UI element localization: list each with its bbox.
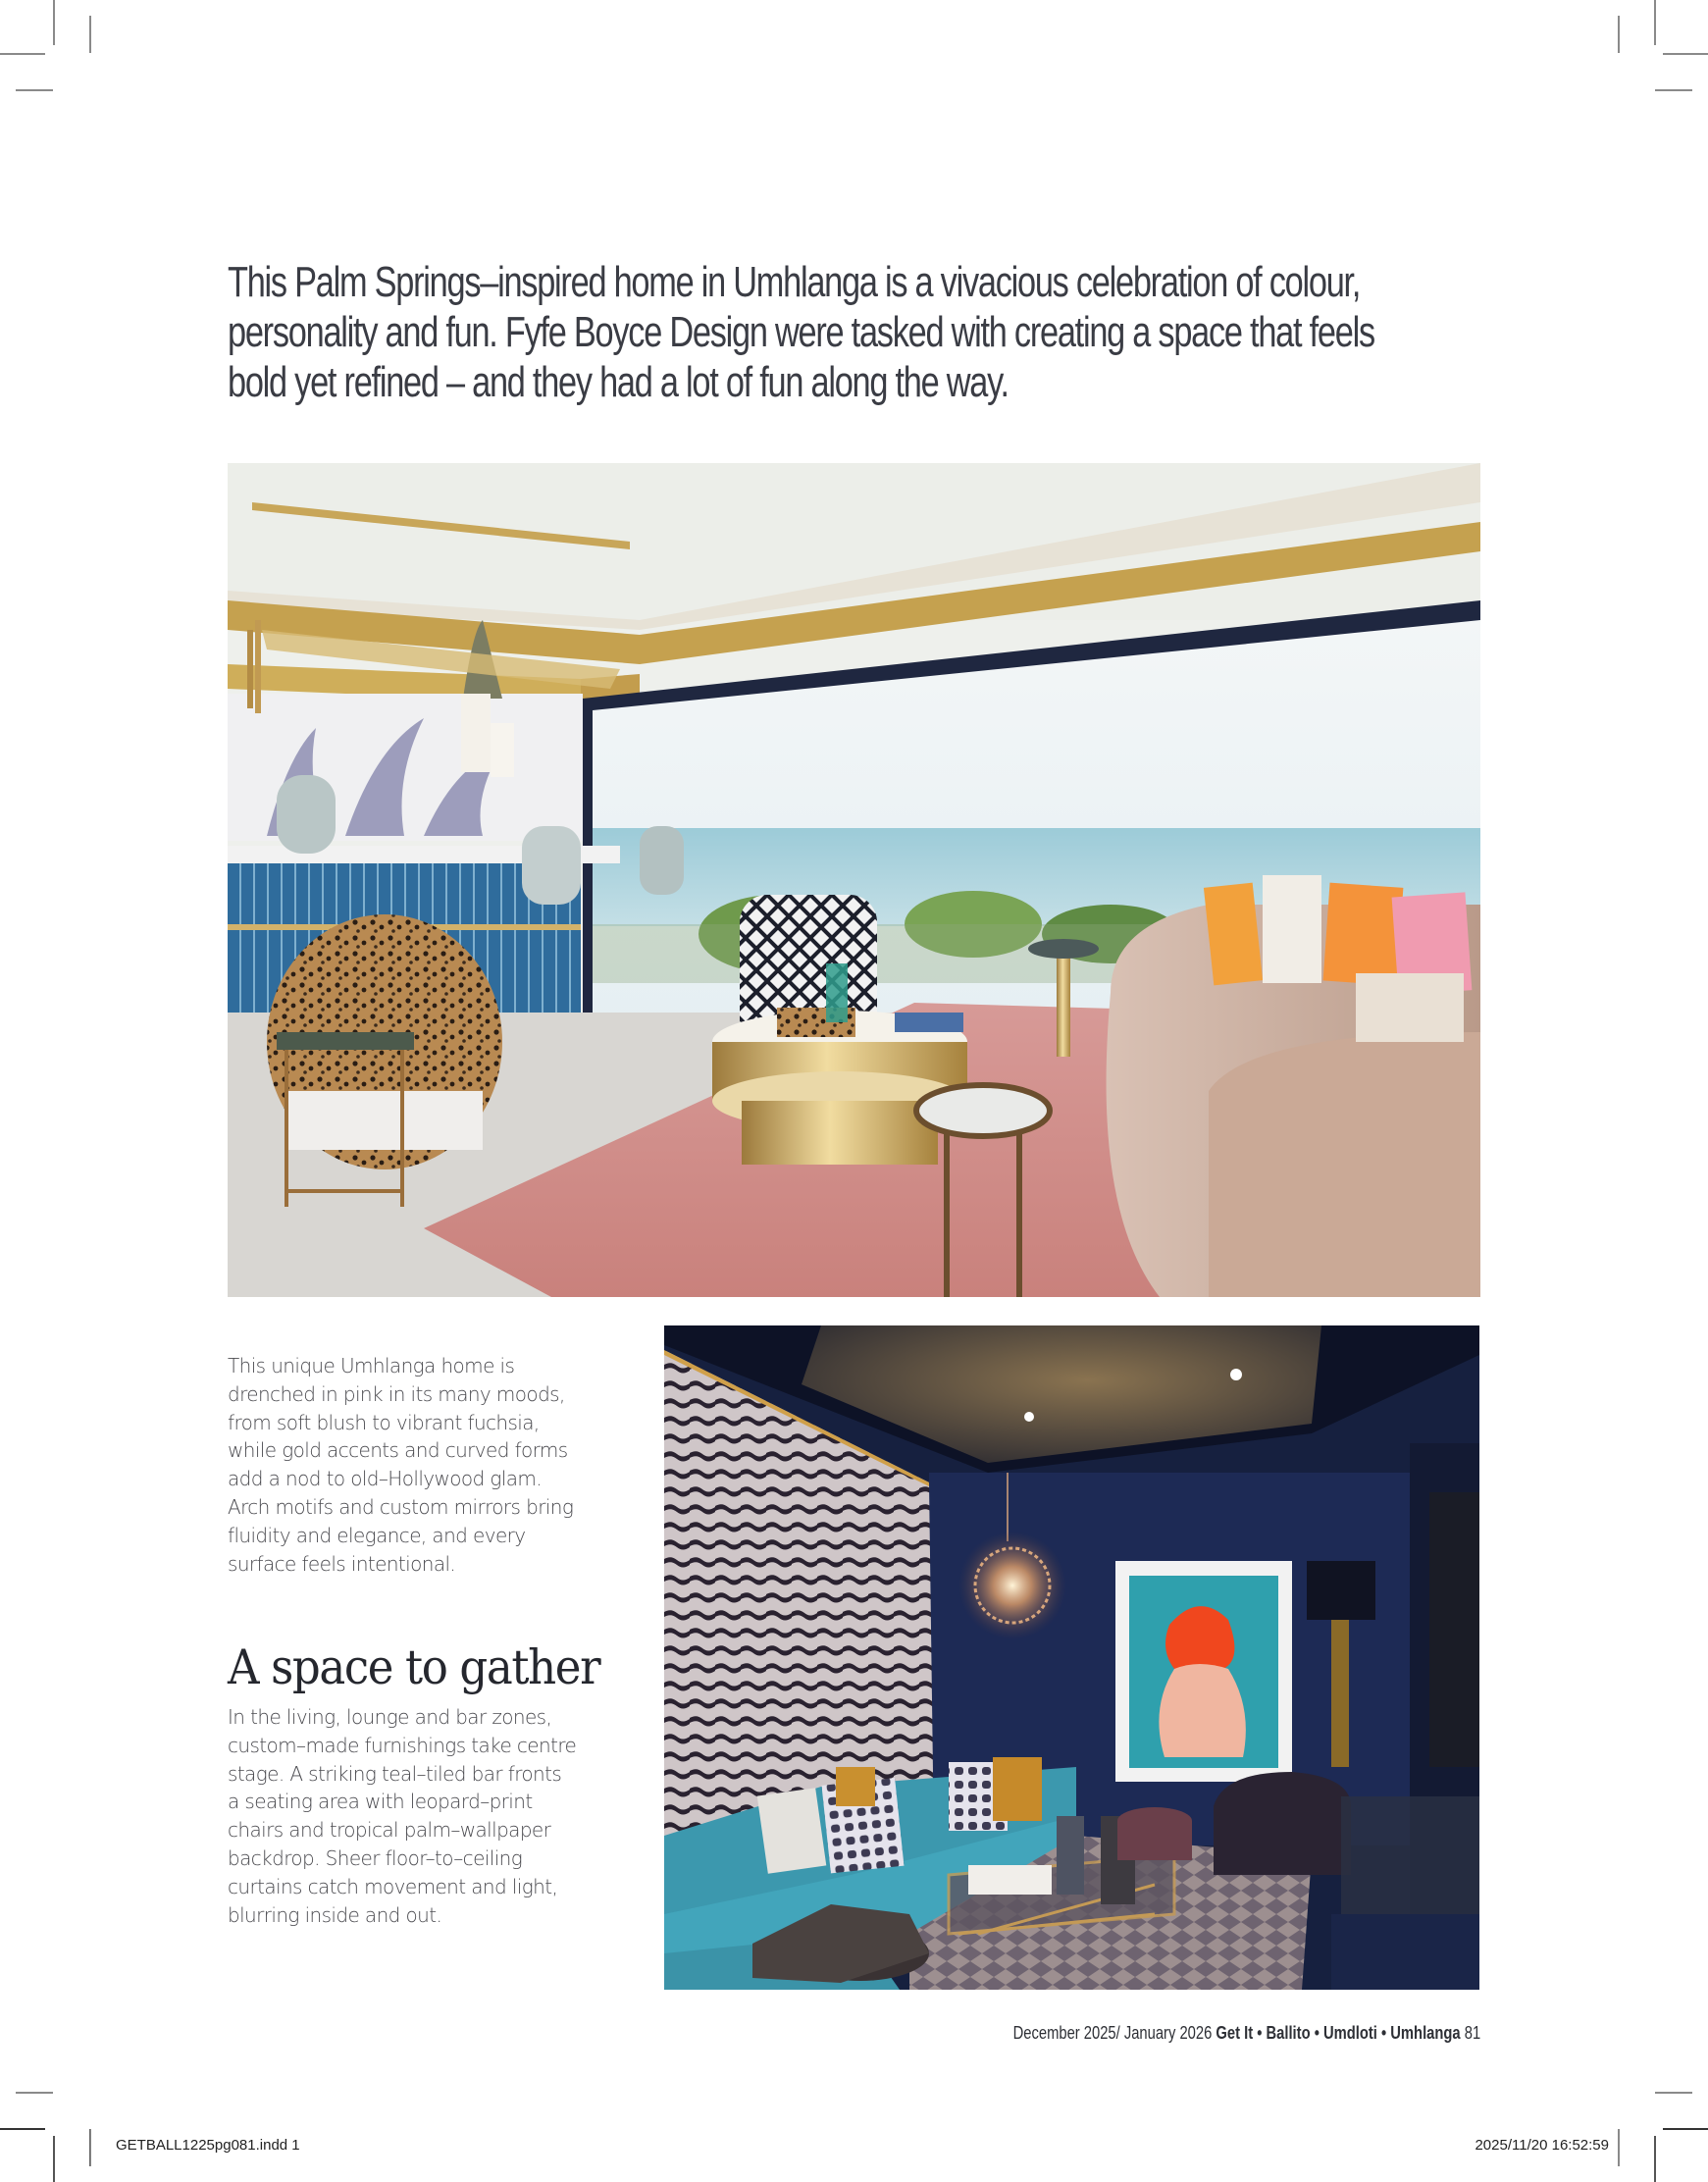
slug-timestamp: 2025/11/20 16:52:59 bbox=[1475, 2137, 1609, 2154]
slug-divider bbox=[89, 2129, 90, 2166]
paragraph-line: drenched in pink in its many moods, bbox=[228, 1381, 565, 1406]
intro-line: bold yet refined – and they had a lot of fun along the way. bbox=[228, 358, 1009, 406]
crop-mark bbox=[1618, 2129, 1620, 2166]
paragraph-line: curtains catch movement and light, bbox=[228, 1874, 558, 1898]
paragraph-line: Arch motifs and custom mirrors bring bbox=[228, 1494, 574, 1519]
crop-mark bbox=[16, 2092, 53, 2094]
intro-standfirst bbox=[228, 257, 1374, 407]
crop-mark bbox=[1655, 2092, 1692, 2094]
paragraph-line: a seating area with leopard–print bbox=[228, 1790, 533, 1814]
paragraph-line: backdrop. Sheer floor–to–ceiling bbox=[228, 1845, 523, 1870]
paragraph-line: This unique Umhlanga home is bbox=[228, 1354, 515, 1377]
folio-issue: December 2025/ January 2026 bbox=[1012, 2023, 1213, 2043]
crop-mark bbox=[1655, 89, 1692, 91]
paragraph-line: custom–made furnishings take centre bbox=[228, 1733, 577, 1757]
crop-mark bbox=[16, 89, 53, 91]
crop-mark bbox=[53, 0, 55, 45]
crop-mark bbox=[1663, 2128, 1708, 2130]
crop-mark bbox=[1618, 16, 1620, 53]
crop-mark bbox=[0, 2128, 45, 2130]
crop-mark bbox=[1654, 0, 1656, 45]
lounge-photo bbox=[664, 1325, 1479, 1990]
section-heading: A space to gather bbox=[228, 1639, 600, 1695]
paragraph-line: stage. A striking teal–tiled bar fronts bbox=[228, 1761, 562, 1786]
crop-mark bbox=[0, 53, 45, 55]
paragraph-line: from soft blush to vibrant fuchsia, bbox=[228, 1410, 540, 1434]
body-paragraph bbox=[228, 1703, 640, 1929]
paragraph-line: In the living, lounge and bar zones, bbox=[228, 1705, 552, 1729]
paragraph-line: add a nod to old–Hollywood glam. bbox=[228, 1467, 543, 1491]
folio-page-number: 81 bbox=[1464, 2023, 1480, 2043]
crop-mark bbox=[89, 16, 91, 53]
paragraph-line: while gold accents and curved forms bbox=[228, 1438, 568, 1463]
crop-mark bbox=[53, 2136, 55, 2182]
paragraph-line: surface feels intentional. bbox=[228, 1551, 456, 1576]
slug-filename: GETBALL1225pg081.indd 1 bbox=[116, 2137, 300, 2154]
folio-publication: Get It • Ballito • Umdloti • Umhlanga bbox=[1216, 2023, 1461, 2043]
intro-line: This Palm Springs–inspired home in Umhlanga is a vivacious celebration of colour, bbox=[228, 258, 1361, 306]
paragraph-line: chairs and tropical palm–wallpaper bbox=[228, 1818, 551, 1843]
page-folio bbox=[1012, 2023, 1480, 2044]
crop-mark bbox=[1654, 2136, 1656, 2182]
living-room-photo bbox=[228, 463, 1480, 1297]
body-paragraph bbox=[228, 1352, 640, 1578]
intro-line: personality and fun. Fyfe Boyce Design were tasked with creating a space that feels bbox=[228, 308, 1374, 356]
paragraph-line: blurring inside and out. bbox=[228, 1902, 442, 1927]
paragraph-line: fluidity and elegance, and every bbox=[228, 1523, 526, 1547]
crop-mark bbox=[1663, 53, 1708, 55]
